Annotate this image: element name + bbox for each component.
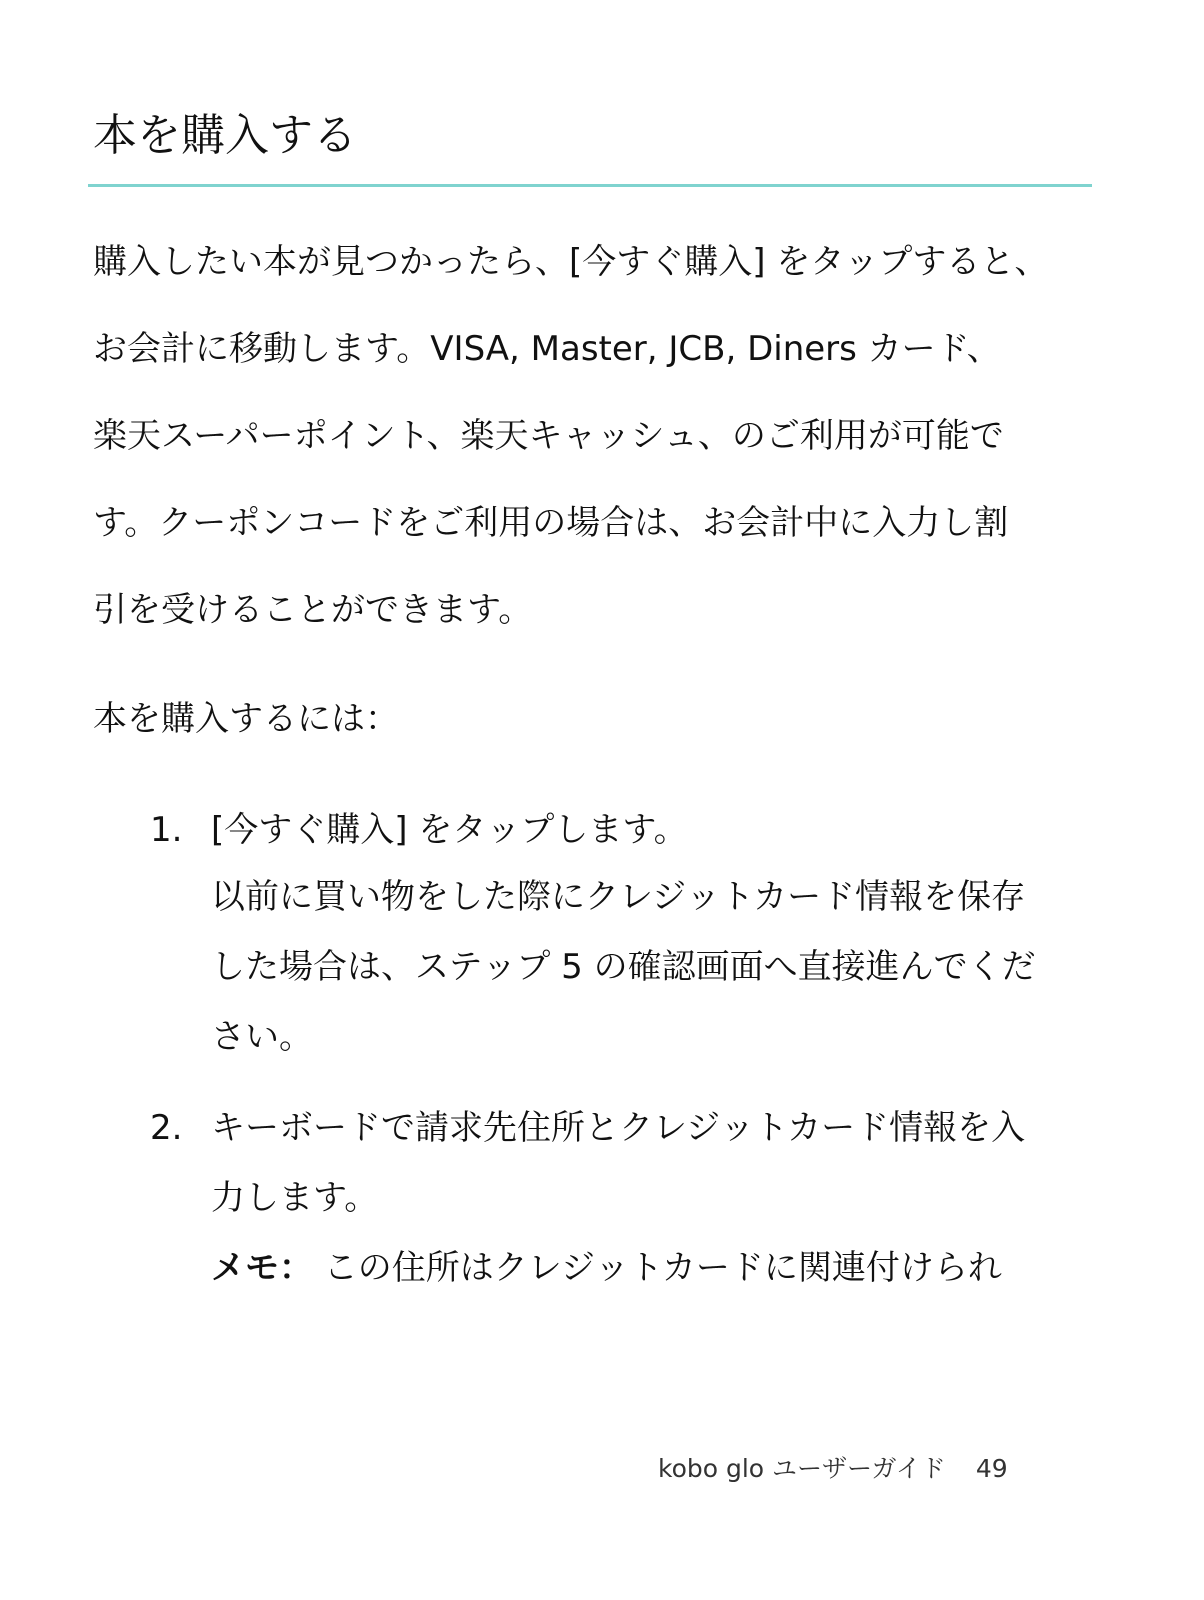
- footer-guide-title: kobo glo ユーザーガイド: [658, 1454, 946, 1483]
- step-1-line-3: した場合は、ステップ 5 の確認画面へ直接進んでくだ: [211, 947, 1036, 987]
- title-divider: [88, 184, 1092, 187]
- intro-line-1: 購入したい本が見つかったら、[今すぐ購入] をタップすると、: [93, 242, 1049, 282]
- memo-text: この住所はクレジットカードに関連付けられ: [313, 1248, 1002, 1288]
- intro-line-5: 引を受けることができます。: [93, 590, 533, 630]
- step-2-number: 2.: [150, 1108, 183, 1148]
- memo-label: メモ：: [211, 1248, 313, 1288]
- page-number: 49: [975, 1454, 1008, 1483]
- intro-line-4: す。クーポンコードをご利用の場合は、お会計中に入力し割: [93, 503, 1009, 543]
- steps-heading: 本を購入するには：: [93, 699, 399, 739]
- step-1-number: 1.: [150, 810, 183, 850]
- intro-line-2: お会計に移動します。VISA, Master, JCB, Diners カード、: [93, 329, 1001, 369]
- page-footer: [658, 1452, 1008, 1486]
- step-1-line-2: 以前に買い物をした際にクレジットカード情報を保存: [211, 877, 1026, 917]
- step-2-line-1: キーボードで請求先住所とクレジットカード情報を入: [211, 1108, 1026, 1148]
- step-2-memo: [211, 1246, 1002, 1290]
- page-title: 本を購入する: [93, 110, 357, 161]
- step-1-line-4: さい。: [211, 1017, 313, 1057]
- step-1-line-1: [今すぐ購入] をタップします。: [211, 810, 688, 850]
- step-2-line-2: 力します。: [211, 1178, 379, 1218]
- intro-line-3: 楽天スーパーポイント、楽天キャッシュ、のご利用が可能で: [93, 416, 1004, 456]
